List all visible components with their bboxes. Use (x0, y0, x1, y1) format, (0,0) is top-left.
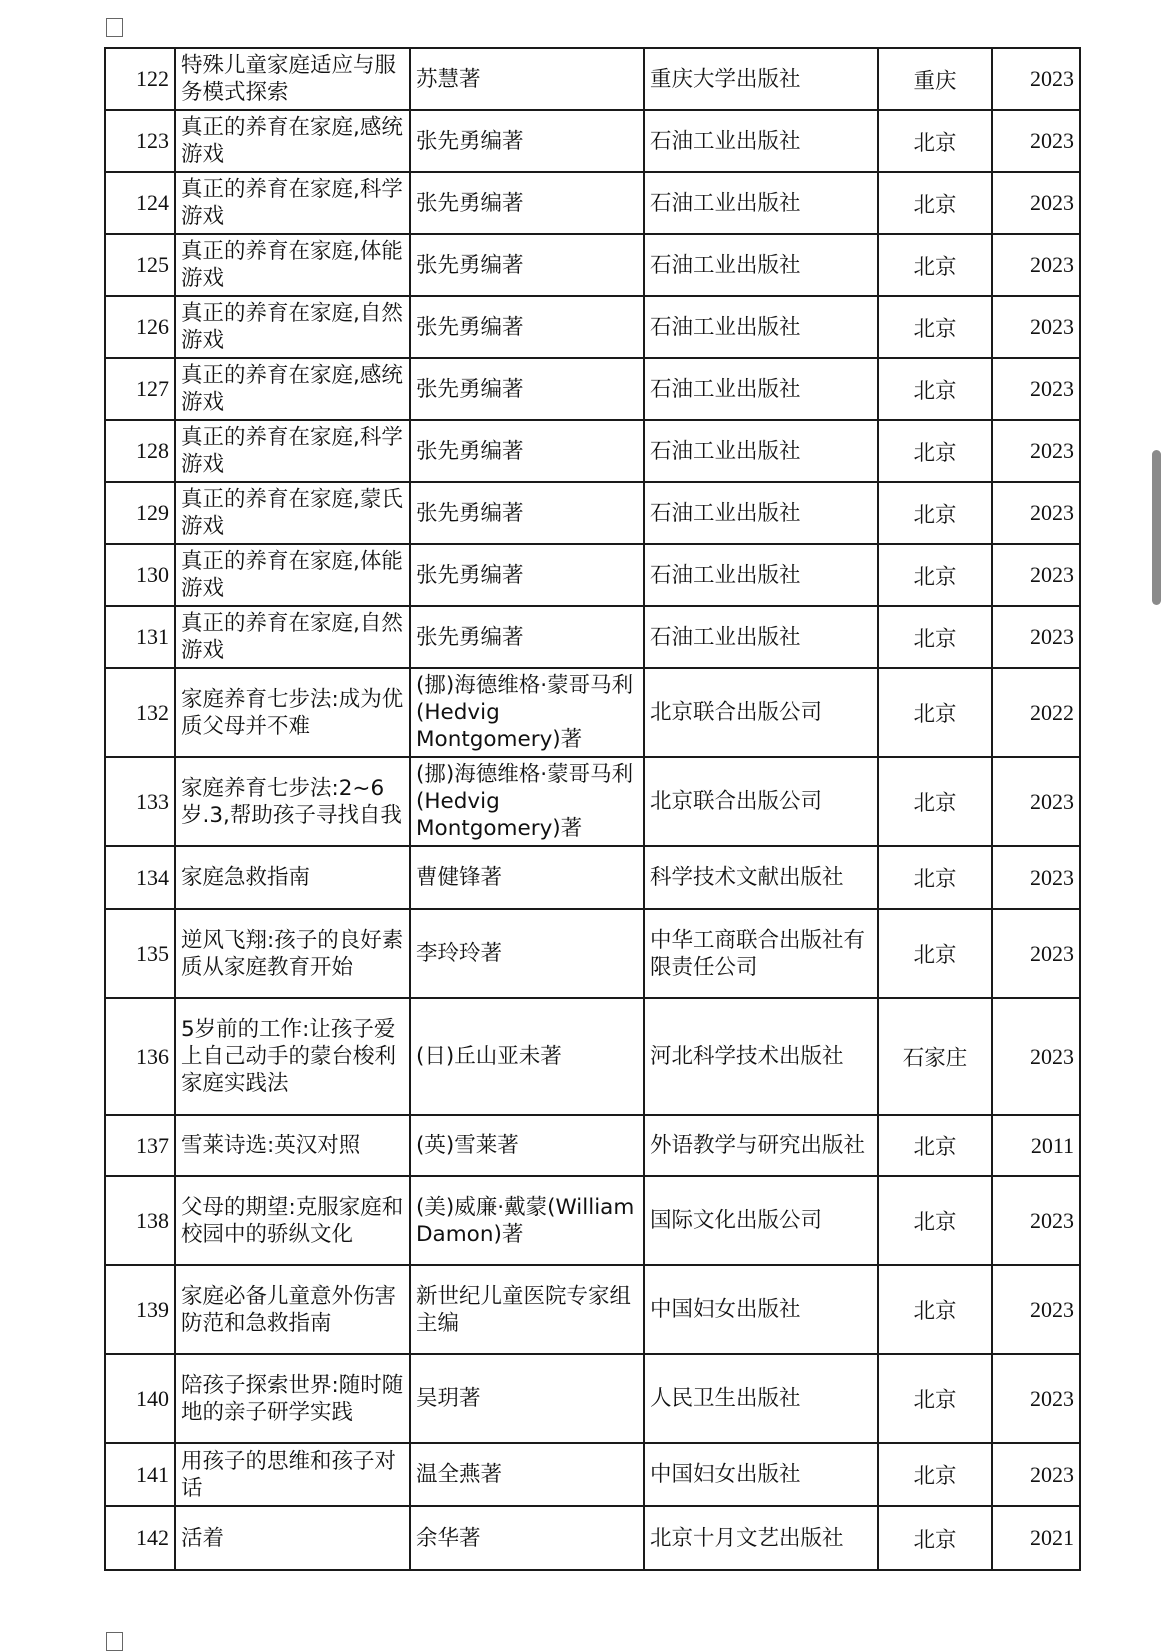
publish-year: 2023 (992, 606, 1080, 668)
publish-city: 北京 (878, 909, 992, 998)
publish-city: 北京 (878, 1443, 992, 1506)
publish-city: 北京 (878, 544, 992, 606)
book-publisher: 中国妇女出版社 (644, 1443, 878, 1506)
book-title: 真正的养育在家庭,体能游戏 (175, 234, 410, 296)
publish-city: 北京 (878, 1506, 992, 1570)
table-row (105, 358, 1080, 420)
row-number: 134 (105, 846, 175, 909)
book-publisher: 人民卫生出版社 (644, 1354, 878, 1443)
book-publisher: 石油工业出版社 (644, 544, 878, 606)
book-author: 张先勇编著 (410, 234, 644, 296)
row-number: 135 (105, 909, 175, 998)
table-row (105, 420, 1080, 482)
table-row (105, 1354, 1080, 1443)
book-title: 真正的养育在家庭,感统游戏 (175, 110, 410, 172)
book-author: (日)丘山亚未著 (410, 998, 644, 1115)
publish-city: 北京 (878, 172, 992, 234)
table-row (105, 1176, 1080, 1265)
book-author: 余华著 (410, 1506, 644, 1570)
row-number: 129 (105, 482, 175, 544)
publish-year: 2023 (992, 757, 1080, 846)
book-author: 新世纪儿童医院专家组主编 (410, 1265, 644, 1354)
publish-city: 北京 (878, 234, 992, 296)
table-row (105, 606, 1080, 668)
book-publisher: 北京联合出版公司 (644, 757, 878, 846)
publish-year: 2011 (992, 1115, 1080, 1176)
publish-year: 2023 (992, 1354, 1080, 1443)
book-title: 雪莱诗选:英汉对照 (175, 1115, 410, 1176)
publish-year: 2023 (992, 1176, 1080, 1265)
row-number: 138 (105, 1176, 175, 1265)
publish-year: 2023 (992, 846, 1080, 909)
publish-city: 北京 (878, 668, 992, 757)
book-title: 家庭必备儿童意外伤害防范和急救指南 (175, 1265, 410, 1354)
table-row (105, 172, 1080, 234)
book-publisher: 石油工业出版社 (644, 482, 878, 544)
book-title: 陪孩子探索世界:随时随地的亲子研学实践 (175, 1354, 410, 1443)
book-title: 真正的养育在家庭,自然游戏 (175, 296, 410, 358)
publish-city: 石家庄 (878, 998, 992, 1115)
book-publisher: 科学技术文献出版社 (644, 846, 878, 909)
publish-year: 2023 (992, 420, 1080, 482)
book-author: (挪)海德维格·蒙哥马利(Hedvig Montgomery)著 (410, 668, 644, 757)
book-title: 逆风飞翔:孩子的良好素质从家庭教育开始 (175, 909, 410, 998)
book-author: 李玲玲著 (410, 909, 644, 998)
table-body (105, 48, 1080, 1570)
book-author: 张先勇编著 (410, 606, 644, 668)
row-number: 139 (105, 1265, 175, 1354)
table-row (105, 48, 1080, 110)
publish-city: 北京 (878, 420, 992, 482)
publish-year: 2023 (992, 998, 1080, 1115)
table-row (105, 234, 1080, 296)
row-number: 133 (105, 757, 175, 846)
table-row (105, 668, 1080, 757)
publish-city: 北京 (878, 1265, 992, 1354)
publish-city: 北京 (878, 358, 992, 420)
publish-year: 2023 (992, 1443, 1080, 1506)
row-number: 124 (105, 172, 175, 234)
table-row (105, 1506, 1080, 1570)
row-number: 130 (105, 544, 175, 606)
book-author: 张先勇编著 (410, 172, 644, 234)
book-author: (挪)海德维格·蒙哥马利(Hedvig Montgomery)著 (410, 757, 644, 846)
book-title: 5岁前的工作:让孩子爱上自己动手的蒙台梭利家庭实践法 (175, 998, 410, 1115)
row-number: 123 (105, 110, 175, 172)
row-number: 127 (105, 358, 175, 420)
book-author: 张先勇编著 (410, 544, 644, 606)
publish-year: 2023 (992, 358, 1080, 420)
publish-city: 北京 (878, 1176, 992, 1265)
book-title: 特殊儿童家庭适应与服务模式探索 (175, 48, 410, 110)
book-publisher: 石油工业出版社 (644, 420, 878, 482)
checkbox-icon[interactable] (106, 1632, 123, 1651)
book-title: 父母的期望:克服家庭和校园中的骄纵文化 (175, 1176, 410, 1265)
publish-year: 2023 (992, 110, 1080, 172)
row-number: 137 (105, 1115, 175, 1176)
book-author: 温全燕著 (410, 1443, 644, 1506)
book-publisher: 石油工业出版社 (644, 234, 878, 296)
row-number: 136 (105, 998, 175, 1115)
book-publisher: 国际文化出版公司 (644, 1176, 878, 1265)
publish-year: 2023 (992, 296, 1080, 358)
book-publisher: 中华工商联合出版社有限责任公司 (644, 909, 878, 998)
table-row (105, 757, 1080, 846)
book-title: 真正的养育在家庭,科学游戏 (175, 172, 410, 234)
row-number: 142 (105, 1506, 175, 1570)
book-author: 张先勇编著 (410, 358, 644, 420)
table-row (105, 1443, 1080, 1506)
table-row (105, 544, 1080, 606)
table-row (105, 1115, 1080, 1176)
publish-city: 北京 (878, 1354, 992, 1443)
book-publisher: 河北科学技术出版社 (644, 998, 878, 1115)
row-number: 125 (105, 234, 175, 296)
publish-year: 2021 (992, 1506, 1080, 1570)
table-row (105, 110, 1080, 172)
book-author: 张先勇编著 (410, 420, 644, 482)
publish-year: 2023 (992, 544, 1080, 606)
book-author: 曹健锋著 (410, 846, 644, 909)
publish-city: 北京 (878, 846, 992, 909)
table-row (105, 482, 1080, 544)
row-number: 140 (105, 1354, 175, 1443)
publish-year: 2023 (992, 1265, 1080, 1354)
book-author: 吴玥著 (410, 1354, 644, 1443)
publish-year: 2023 (992, 172, 1080, 234)
checkbox-icon[interactable] (106, 18, 123, 37)
row-number: 141 (105, 1443, 175, 1506)
book-publisher: 石油工业出版社 (644, 296, 878, 358)
scrollbar-thumb[interactable] (1152, 450, 1161, 605)
book-title: 真正的养育在家庭,自然游戏 (175, 606, 410, 668)
table-row (105, 909, 1080, 998)
table-row (105, 998, 1080, 1115)
book-title: 真正的养育在家庭,蒙氏游戏 (175, 482, 410, 544)
publish-city: 北京 (878, 1115, 992, 1176)
book-publisher: 石油工业出版社 (644, 358, 878, 420)
publish-city: 北京 (878, 296, 992, 358)
book-title: 真正的养育在家庭,体能游戏 (175, 544, 410, 606)
book-title: 用孩子的思维和孩子对话 (175, 1443, 410, 1506)
row-number: 122 (105, 48, 175, 110)
row-number: 131 (105, 606, 175, 668)
row-number: 132 (105, 668, 175, 757)
book-title: 真正的养育在家庭,感统游戏 (175, 358, 410, 420)
book-publisher: 石油工业出版社 (644, 606, 878, 668)
publish-year: 2023 (992, 482, 1080, 544)
book-publisher: 石油工业出版社 (644, 110, 878, 172)
table-row (105, 846, 1080, 909)
book-publisher: 北京联合出版公司 (644, 668, 878, 757)
book-author: 张先勇编著 (410, 482, 644, 544)
publish-year: 2023 (992, 48, 1080, 110)
book-author: 张先勇编著 (410, 296, 644, 358)
publish-city: 北京 (878, 482, 992, 544)
book-author: 张先勇编著 (410, 110, 644, 172)
book-title: 家庭急救指南 (175, 846, 410, 909)
publish-city: 重庆 (878, 48, 992, 110)
book-publisher: 中国妇女出版社 (644, 1265, 878, 1354)
book-publisher: 北京十月文艺出版社 (644, 1506, 878, 1570)
book-title: 真正的养育在家庭,科学游戏 (175, 420, 410, 482)
book-title: 家庭养育七步法:2~6岁.3,帮助孩子寻找自我 (175, 757, 410, 846)
book-author: 苏慧著 (410, 48, 644, 110)
table-row (105, 296, 1080, 358)
publish-year: 2023 (992, 909, 1080, 998)
book-publisher: 重庆大学出版社 (644, 48, 878, 110)
publish-year: 2022 (992, 668, 1080, 757)
book-author: (美)威廉·戴蒙(William Damon)著 (410, 1176, 644, 1265)
row-number: 126 (105, 296, 175, 358)
book-author: (英)雪莱著 (410, 1115, 644, 1176)
book-list-table (104, 47, 1081, 1571)
book-title: 活着 (175, 1506, 410, 1570)
book-publisher: 外语教学与研究出版社 (644, 1115, 878, 1176)
book-title: 家庭养育七步法:成为优质父母并不难 (175, 668, 410, 757)
book-publisher: 石油工业出版社 (644, 172, 878, 234)
row-number: 128 (105, 420, 175, 482)
publish-year: 2023 (992, 234, 1080, 296)
publish-city: 北京 (878, 110, 992, 172)
publish-city: 北京 (878, 606, 992, 668)
publish-city: 北京 (878, 757, 992, 846)
table-row (105, 1265, 1080, 1354)
